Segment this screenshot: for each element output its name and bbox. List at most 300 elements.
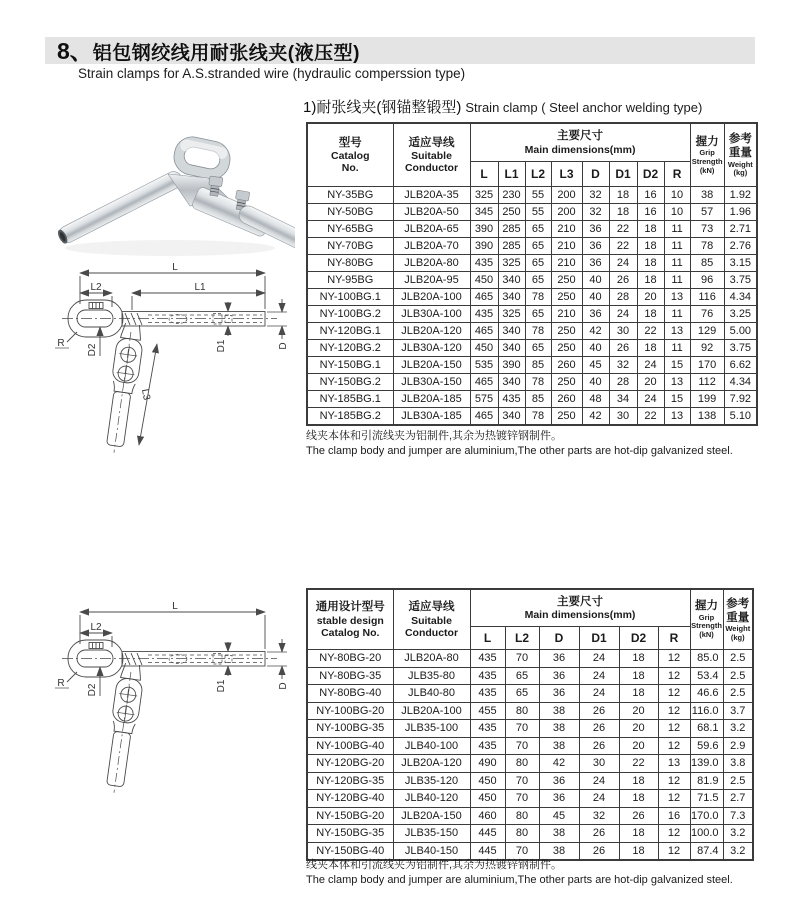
table-cell: 85 xyxy=(525,391,551,408)
dim-col: D2 xyxy=(637,162,664,187)
table-cell: 3.25 xyxy=(724,306,757,323)
table-cell: 18 xyxy=(619,650,658,668)
table-cell: NY-120BG-20 xyxy=(307,755,393,773)
table-cell: 7.92 xyxy=(724,391,757,408)
table-cell: 24 xyxy=(637,357,664,374)
table-cell: 2.5 xyxy=(723,650,753,668)
table-cell: NY-100BG.1 xyxy=(307,289,393,306)
table-cell: 325 xyxy=(498,306,525,323)
note-en: The clamp body and jumper are aluminium,The other parts are hot-dip galvanized steel. xyxy=(306,873,733,886)
table-cell: 65 xyxy=(525,255,551,272)
table-cell: JLB20A-100 xyxy=(393,289,470,306)
subsection-title xyxy=(303,96,702,117)
col-header-weight: 参考 重量 Weight (kg) xyxy=(723,589,753,650)
table-cell: 57 xyxy=(690,204,724,221)
table-cell: 116.0 xyxy=(690,702,723,720)
table-cell: NY-80BG xyxy=(307,255,393,272)
table-cell: 12 xyxy=(658,702,690,720)
table-row xyxy=(307,374,757,391)
table-row xyxy=(307,289,757,306)
table-cell: 16 xyxy=(637,187,664,204)
table-cell: JLB30A-120 xyxy=(393,340,470,357)
table-cell: 32 xyxy=(582,204,609,221)
table-cell: 26 xyxy=(579,825,619,843)
table-cell: 36 xyxy=(539,685,579,703)
table-cell: NY-120BG-40 xyxy=(307,790,393,808)
table-cell: 85 xyxy=(525,357,551,374)
col-header-catalog: 通用设计型号 stable design Catalog No. xyxy=(307,589,393,650)
table-cell: 81.9 xyxy=(690,772,723,790)
table-cell: NY-35BG xyxy=(307,187,393,204)
table-cell: 465 xyxy=(470,374,498,391)
table-cell: 325 xyxy=(498,255,525,272)
table-cell: 210 xyxy=(551,306,582,323)
table-cell: 435 xyxy=(470,650,505,668)
table-cell: 250 xyxy=(551,340,582,357)
dim-label-D2: D2 xyxy=(87,343,98,357)
table-cell: 345 xyxy=(470,204,498,221)
table-cell: 2.5 xyxy=(723,772,753,790)
table-cell: 465 xyxy=(470,289,498,306)
dim-label-L: L xyxy=(172,262,178,273)
table-row xyxy=(307,702,753,720)
table-cell: 53.4 xyxy=(690,667,723,685)
table-cell: 445 xyxy=(470,842,505,860)
table-cell: 24 xyxy=(637,391,664,408)
dimension-drawing-1 xyxy=(15,262,300,462)
dim-col: L xyxy=(470,162,498,187)
table-row xyxy=(307,272,757,289)
section-number: 8、 xyxy=(57,38,93,64)
table-cell: 390 xyxy=(498,357,525,374)
table-cell: 18 xyxy=(619,685,658,703)
note-zh: 线夹本体和引流线夹为铝制件,其余为热镀锌钢制件。 xyxy=(306,430,563,442)
table-cell: JLB20A-65 xyxy=(393,221,470,238)
table-cell: 13 xyxy=(664,323,690,340)
table-cell: 535 xyxy=(470,357,498,374)
dim-col: D1 xyxy=(609,162,637,187)
table-cell: NY-185BG.2 xyxy=(307,408,393,426)
table-cell: 68.1 xyxy=(690,720,723,738)
table-cell: JLB30A-185 xyxy=(393,408,470,426)
table-cell: 24 xyxy=(579,790,619,808)
table-cell: NY-120BG.2 xyxy=(307,340,393,357)
table-cell: 13 xyxy=(664,289,690,306)
table-cell: 13 xyxy=(658,755,690,773)
table-cell: 80 xyxy=(505,755,539,773)
table-cell: JLB20A-120 xyxy=(393,323,470,340)
table-cell: NY-80BG-35 xyxy=(307,667,393,685)
table-cell: 16 xyxy=(658,807,690,825)
table-cell: 199 xyxy=(690,391,724,408)
table-cell: 55 xyxy=(525,204,551,221)
table-cell: 1.92 xyxy=(724,187,757,204)
photo-left-tube xyxy=(56,169,185,246)
page-title xyxy=(57,33,360,66)
dim-col: L xyxy=(470,627,505,650)
table-cell: 22 xyxy=(609,221,637,238)
table-cell: 112 xyxy=(690,374,724,391)
table-cell: 11 xyxy=(664,306,690,323)
table-cell: 18 xyxy=(637,272,664,289)
table-row xyxy=(307,807,753,825)
table-cell: 38 xyxy=(539,842,579,860)
table-row xyxy=(307,306,757,323)
table-cell: 71.5 xyxy=(690,790,723,808)
table-cell: 16 xyxy=(637,204,664,221)
dim-col: R xyxy=(658,627,690,650)
table-cell: 5.00 xyxy=(724,323,757,340)
table-cell: JLB35-150 xyxy=(393,825,470,843)
table-cell: 2.5 xyxy=(723,667,753,685)
table-cell: 22 xyxy=(609,238,637,255)
table-cell: JLB35-80 xyxy=(393,667,470,685)
dim-col: L2 xyxy=(525,162,551,187)
table-cell: 435 xyxy=(470,667,505,685)
table-cell: 32 xyxy=(609,357,637,374)
table-cell: 22 xyxy=(619,755,658,773)
table-row xyxy=(307,323,757,340)
table-cell: 7.3 xyxy=(723,807,753,825)
table-cell: JLB20A-120 xyxy=(393,755,470,773)
table-cell: 12 xyxy=(658,650,690,668)
table-cell: 435 xyxy=(470,685,505,703)
table-cell: 11 xyxy=(664,255,690,272)
table-cell: 250 xyxy=(551,289,582,306)
table-cell: 12 xyxy=(658,667,690,685)
table-cell: NY-50BG xyxy=(307,204,393,221)
table-cell: JLB20A-80 xyxy=(393,255,470,272)
table-cell: 250 xyxy=(498,204,525,221)
table-cell: 78 xyxy=(525,289,551,306)
table-cell: 285 xyxy=(498,238,525,255)
table-cell: 78 xyxy=(525,408,551,426)
table-cell: JLB20A-50 xyxy=(393,204,470,221)
dim-label-L1: L1 xyxy=(194,282,206,293)
table-cell: NY-100BG.2 xyxy=(307,306,393,323)
table-cell: 96 xyxy=(690,272,724,289)
table-cell: 65 xyxy=(505,667,539,685)
table-cell: 18 xyxy=(619,772,658,790)
table-cell: 285 xyxy=(498,221,525,238)
table-cell: 30 xyxy=(579,755,619,773)
col-header-grip: 握力 Grip Strength (kN) xyxy=(690,123,724,187)
table-row xyxy=(307,667,753,685)
table-row xyxy=(307,737,753,755)
table-cell: 3.2 xyxy=(723,842,753,860)
table-cell: 45 xyxy=(582,357,609,374)
table-cell: 38 xyxy=(539,702,579,720)
table-cell: 138 xyxy=(690,408,724,426)
table-cell: 73 xyxy=(690,221,724,238)
table-cell: 3.2 xyxy=(723,720,753,738)
table-row xyxy=(307,825,753,843)
table-cell: 139.0 xyxy=(690,755,723,773)
table-cell: 435 xyxy=(470,720,505,738)
table-cell: JLB20A-100 xyxy=(393,702,470,720)
table-cell: 250 xyxy=(551,408,582,426)
subsection-title-zh: 1)耐张线夹(钢锚整锻型) xyxy=(303,99,462,116)
table-cell: 4.34 xyxy=(724,289,757,306)
table-cell: 26 xyxy=(579,702,619,720)
table-row xyxy=(307,340,757,357)
table-cell: 13 xyxy=(664,374,690,391)
table-cell: 40 xyxy=(582,272,609,289)
table-cell: NY-120BG-35 xyxy=(307,772,393,790)
table-cell: 46.6 xyxy=(690,685,723,703)
table-cell: JLB20A-95 xyxy=(393,272,470,289)
table-cell: 250 xyxy=(551,323,582,340)
table-cell: 28 xyxy=(609,289,637,306)
table-cell: 210 xyxy=(551,255,582,272)
table-cell: 22 xyxy=(637,323,664,340)
dim-label-D1: D1 xyxy=(216,679,227,693)
table-row xyxy=(307,357,757,374)
table-cell: 3.8 xyxy=(723,755,753,773)
table-cell: 36 xyxy=(582,238,609,255)
page-title-en: Strain clamps for A.S.stranded wire (hydraulic comperssion type) xyxy=(78,66,466,81)
table-cell: 55 xyxy=(525,187,551,204)
table-cell: NY-185BG.1 xyxy=(307,391,393,408)
table-cell: 450 xyxy=(470,272,498,289)
table-cell: 390 xyxy=(470,238,498,255)
table-cell: 3.2 xyxy=(723,825,753,843)
subsection-title-en: Strain clamp ( Steel anchor welding type) xyxy=(465,100,703,115)
dim-col: L1 xyxy=(498,162,525,187)
table-cell: 38 xyxy=(539,825,579,843)
table-cell: 5.10 xyxy=(724,408,757,426)
table-cell: 22 xyxy=(637,408,664,426)
table-cell: JLB35-100 xyxy=(393,720,470,738)
table-cell: 36 xyxy=(539,772,579,790)
table-cell: 250 xyxy=(551,374,582,391)
table-cell: 435 xyxy=(498,391,525,408)
table-cell: 70 xyxy=(505,772,539,790)
table-cell: 36 xyxy=(582,255,609,272)
table-row xyxy=(307,790,753,808)
table-cell: 3.75 xyxy=(724,340,757,357)
table-cell: 18 xyxy=(637,238,664,255)
table-cell: NY-80BG-40 xyxy=(307,685,393,703)
spec-table-1 xyxy=(306,122,758,426)
table-row xyxy=(307,720,753,738)
col-header-catalog: 型号 Catalog No. xyxy=(307,123,393,187)
table-cell: 20 xyxy=(637,289,664,306)
col-header-dimensions: 主要尺寸 Main dimensions(mm) xyxy=(470,589,690,627)
table-cell: 36 xyxy=(582,306,609,323)
table-cell: 170.0 xyxy=(690,807,723,825)
table-row xyxy=(307,221,757,238)
table-cell: 465 xyxy=(470,323,498,340)
table-cell: 18 xyxy=(637,221,664,238)
table-cell: 30 xyxy=(609,323,637,340)
table-cell: 40 xyxy=(582,374,609,391)
table-cell: 87.4 xyxy=(690,842,723,860)
table-cell: 70 xyxy=(505,650,539,668)
table-cell: 3.15 xyxy=(724,255,757,272)
table-cell: NY-100BG-35 xyxy=(307,720,393,738)
table-cell: JLB40-80 xyxy=(393,685,470,703)
table-cell: 2.5 xyxy=(723,685,753,703)
table-cell: NY-70BG xyxy=(307,238,393,255)
table-cell: JLB20A-150 xyxy=(393,357,470,374)
table-cell: 340 xyxy=(498,374,525,391)
table-cell: 24 xyxy=(579,685,619,703)
table-cell: 59.6 xyxy=(690,737,723,755)
table-cell: 26 xyxy=(579,720,619,738)
table-cell: 450 xyxy=(470,790,505,808)
table-row xyxy=(307,391,757,408)
col-header-conductor: 适应导线 Suitable Conductor xyxy=(393,123,470,187)
dim-label-D: D xyxy=(278,342,289,350)
table-cell: 70 xyxy=(505,790,539,808)
table-cell: 78 xyxy=(690,238,724,255)
col-header-weight: 参考 重量 Weight (kg) xyxy=(724,123,757,187)
table-cell: 340 xyxy=(498,272,525,289)
table-cell: 10 xyxy=(664,204,690,221)
table-cell: 435 xyxy=(470,737,505,755)
table-cell: 32 xyxy=(579,807,619,825)
dim-col: D1 xyxy=(579,627,619,650)
table-cell: 24 xyxy=(609,255,637,272)
table-cell: 18 xyxy=(619,790,658,808)
table-cell: 11 xyxy=(664,272,690,289)
table-cell: JLB40-120 xyxy=(393,790,470,808)
table-cell: 11 xyxy=(664,221,690,238)
product-photo xyxy=(40,126,295,266)
table-cell: 450 xyxy=(470,340,498,357)
table-cell: 12 xyxy=(658,825,690,843)
table-cell: 12 xyxy=(658,685,690,703)
table-cell: 116 xyxy=(690,289,724,306)
table-cell: 78 xyxy=(525,323,551,340)
dim-label-L: L xyxy=(172,601,178,612)
dim-label-R: R xyxy=(57,678,65,689)
table-cell: 30 xyxy=(609,408,637,426)
table-cell: 38 xyxy=(539,720,579,738)
table-cell: 65 xyxy=(525,306,551,323)
table-cell: 18 xyxy=(619,842,658,860)
table-row xyxy=(307,204,757,221)
table-cell: 24 xyxy=(579,650,619,668)
table-cell: 70 xyxy=(505,737,539,755)
table-cell: 26 xyxy=(609,272,637,289)
dim-col: R xyxy=(664,162,690,187)
table-cell: 80 xyxy=(505,702,539,720)
table-cell: 455 xyxy=(470,702,505,720)
note-zh: 线夹本体和引流线夹为铝制件,其余为热镀锌钢制件。 xyxy=(306,859,563,871)
table-cell: 42 xyxy=(539,755,579,773)
table-cell: 15 xyxy=(664,357,690,374)
table-cell: 11 xyxy=(664,340,690,357)
table-cell: 12 xyxy=(658,720,690,738)
table-cell: NY-120BG.1 xyxy=(307,323,393,340)
dim-label-R: R xyxy=(57,338,65,349)
material-note-2 xyxy=(306,858,733,887)
table-cell: 450 xyxy=(470,772,505,790)
table-cell: 20 xyxy=(619,702,658,720)
table-row xyxy=(307,755,753,773)
table-cell: 435 xyxy=(470,255,498,272)
table-cell: 390 xyxy=(470,221,498,238)
table-cell: 18 xyxy=(637,306,664,323)
page-title-zh: 铝包钢绞线用耐张线夹(液压型) xyxy=(92,43,360,64)
table-cell: JLB30A-150 xyxy=(393,374,470,391)
photo-shadow xyxy=(65,240,275,256)
table-cell: 38 xyxy=(690,187,724,204)
table-cell: JLB20A-70 xyxy=(393,238,470,255)
table-cell: 20 xyxy=(637,374,664,391)
table-cell: 70 xyxy=(505,842,539,860)
table-cell: 460 xyxy=(470,807,505,825)
table-cell: 170 xyxy=(690,357,724,374)
table-cell: JLB30A-100 xyxy=(393,306,470,323)
table-cell: 210 xyxy=(551,221,582,238)
table-cell: 4.34 xyxy=(724,374,757,391)
table-cell: 15 xyxy=(664,391,690,408)
table-cell: 65 xyxy=(525,340,551,357)
table-cell: 12 xyxy=(658,737,690,755)
table-cell: JLB20A-185 xyxy=(393,391,470,408)
dim-col: D xyxy=(582,162,609,187)
table-cell: 24 xyxy=(609,306,637,323)
col-header-dimensions: 主要尺寸 Main dimensions(mm) xyxy=(470,123,690,162)
col-header-grip: 握力 Grip Strength (kN) xyxy=(690,589,723,650)
table-cell: 340 xyxy=(498,408,525,426)
col-header-conductor: 适应导线 Suitable Conductor xyxy=(393,589,470,650)
table-cell: JLB20A-150 xyxy=(393,807,470,825)
table-cell: 40 xyxy=(582,289,609,306)
table-cell: 230 xyxy=(498,187,525,204)
table-cell: NY-95BG xyxy=(307,272,393,289)
table-cell: 18 xyxy=(609,187,637,204)
dim-label-L2: L2 xyxy=(90,622,102,633)
table-cell: 340 xyxy=(498,289,525,306)
table-cell: JLB40-150 xyxy=(393,842,470,860)
table-cell: 70 xyxy=(505,720,539,738)
table-cell: 45 xyxy=(539,807,579,825)
table-cell: 1.96 xyxy=(724,204,757,221)
table-cell: 2.76 xyxy=(724,238,757,255)
table-cell: 340 xyxy=(498,340,525,357)
table-cell: 80 xyxy=(505,807,539,825)
table-cell: 85.0 xyxy=(690,650,723,668)
table-cell: 48 xyxy=(582,391,609,408)
table-cell: NY-150BG-40 xyxy=(307,842,393,860)
table-cell: 24 xyxy=(579,667,619,685)
table-cell: 11 xyxy=(664,238,690,255)
table-cell: NY-150BG-35 xyxy=(307,825,393,843)
table-cell: 18 xyxy=(637,255,664,272)
table-cell: 65 xyxy=(505,685,539,703)
note-en: The clamp body and jumper are aluminium,The other parts are hot-dip galvanized steel. xyxy=(306,444,733,457)
table-cell: 260 xyxy=(551,391,582,408)
table-cell: 435 xyxy=(470,306,498,323)
table-cell: 18 xyxy=(619,825,658,843)
table-cell: 65 xyxy=(525,272,551,289)
dim-label-L3: L3 xyxy=(139,388,152,401)
table-cell: 260 xyxy=(551,357,582,374)
table-row xyxy=(307,187,757,204)
table-cell: 10 xyxy=(664,187,690,204)
table-cell: 210 xyxy=(551,238,582,255)
spec-table-2 xyxy=(306,588,754,861)
dim-label-L2: L2 xyxy=(90,282,102,293)
jumper-terminal xyxy=(102,662,146,794)
table-cell: NY-100BG-20 xyxy=(307,702,393,720)
table-cell: 26 xyxy=(579,842,619,860)
table-cell: 18 xyxy=(637,340,664,357)
